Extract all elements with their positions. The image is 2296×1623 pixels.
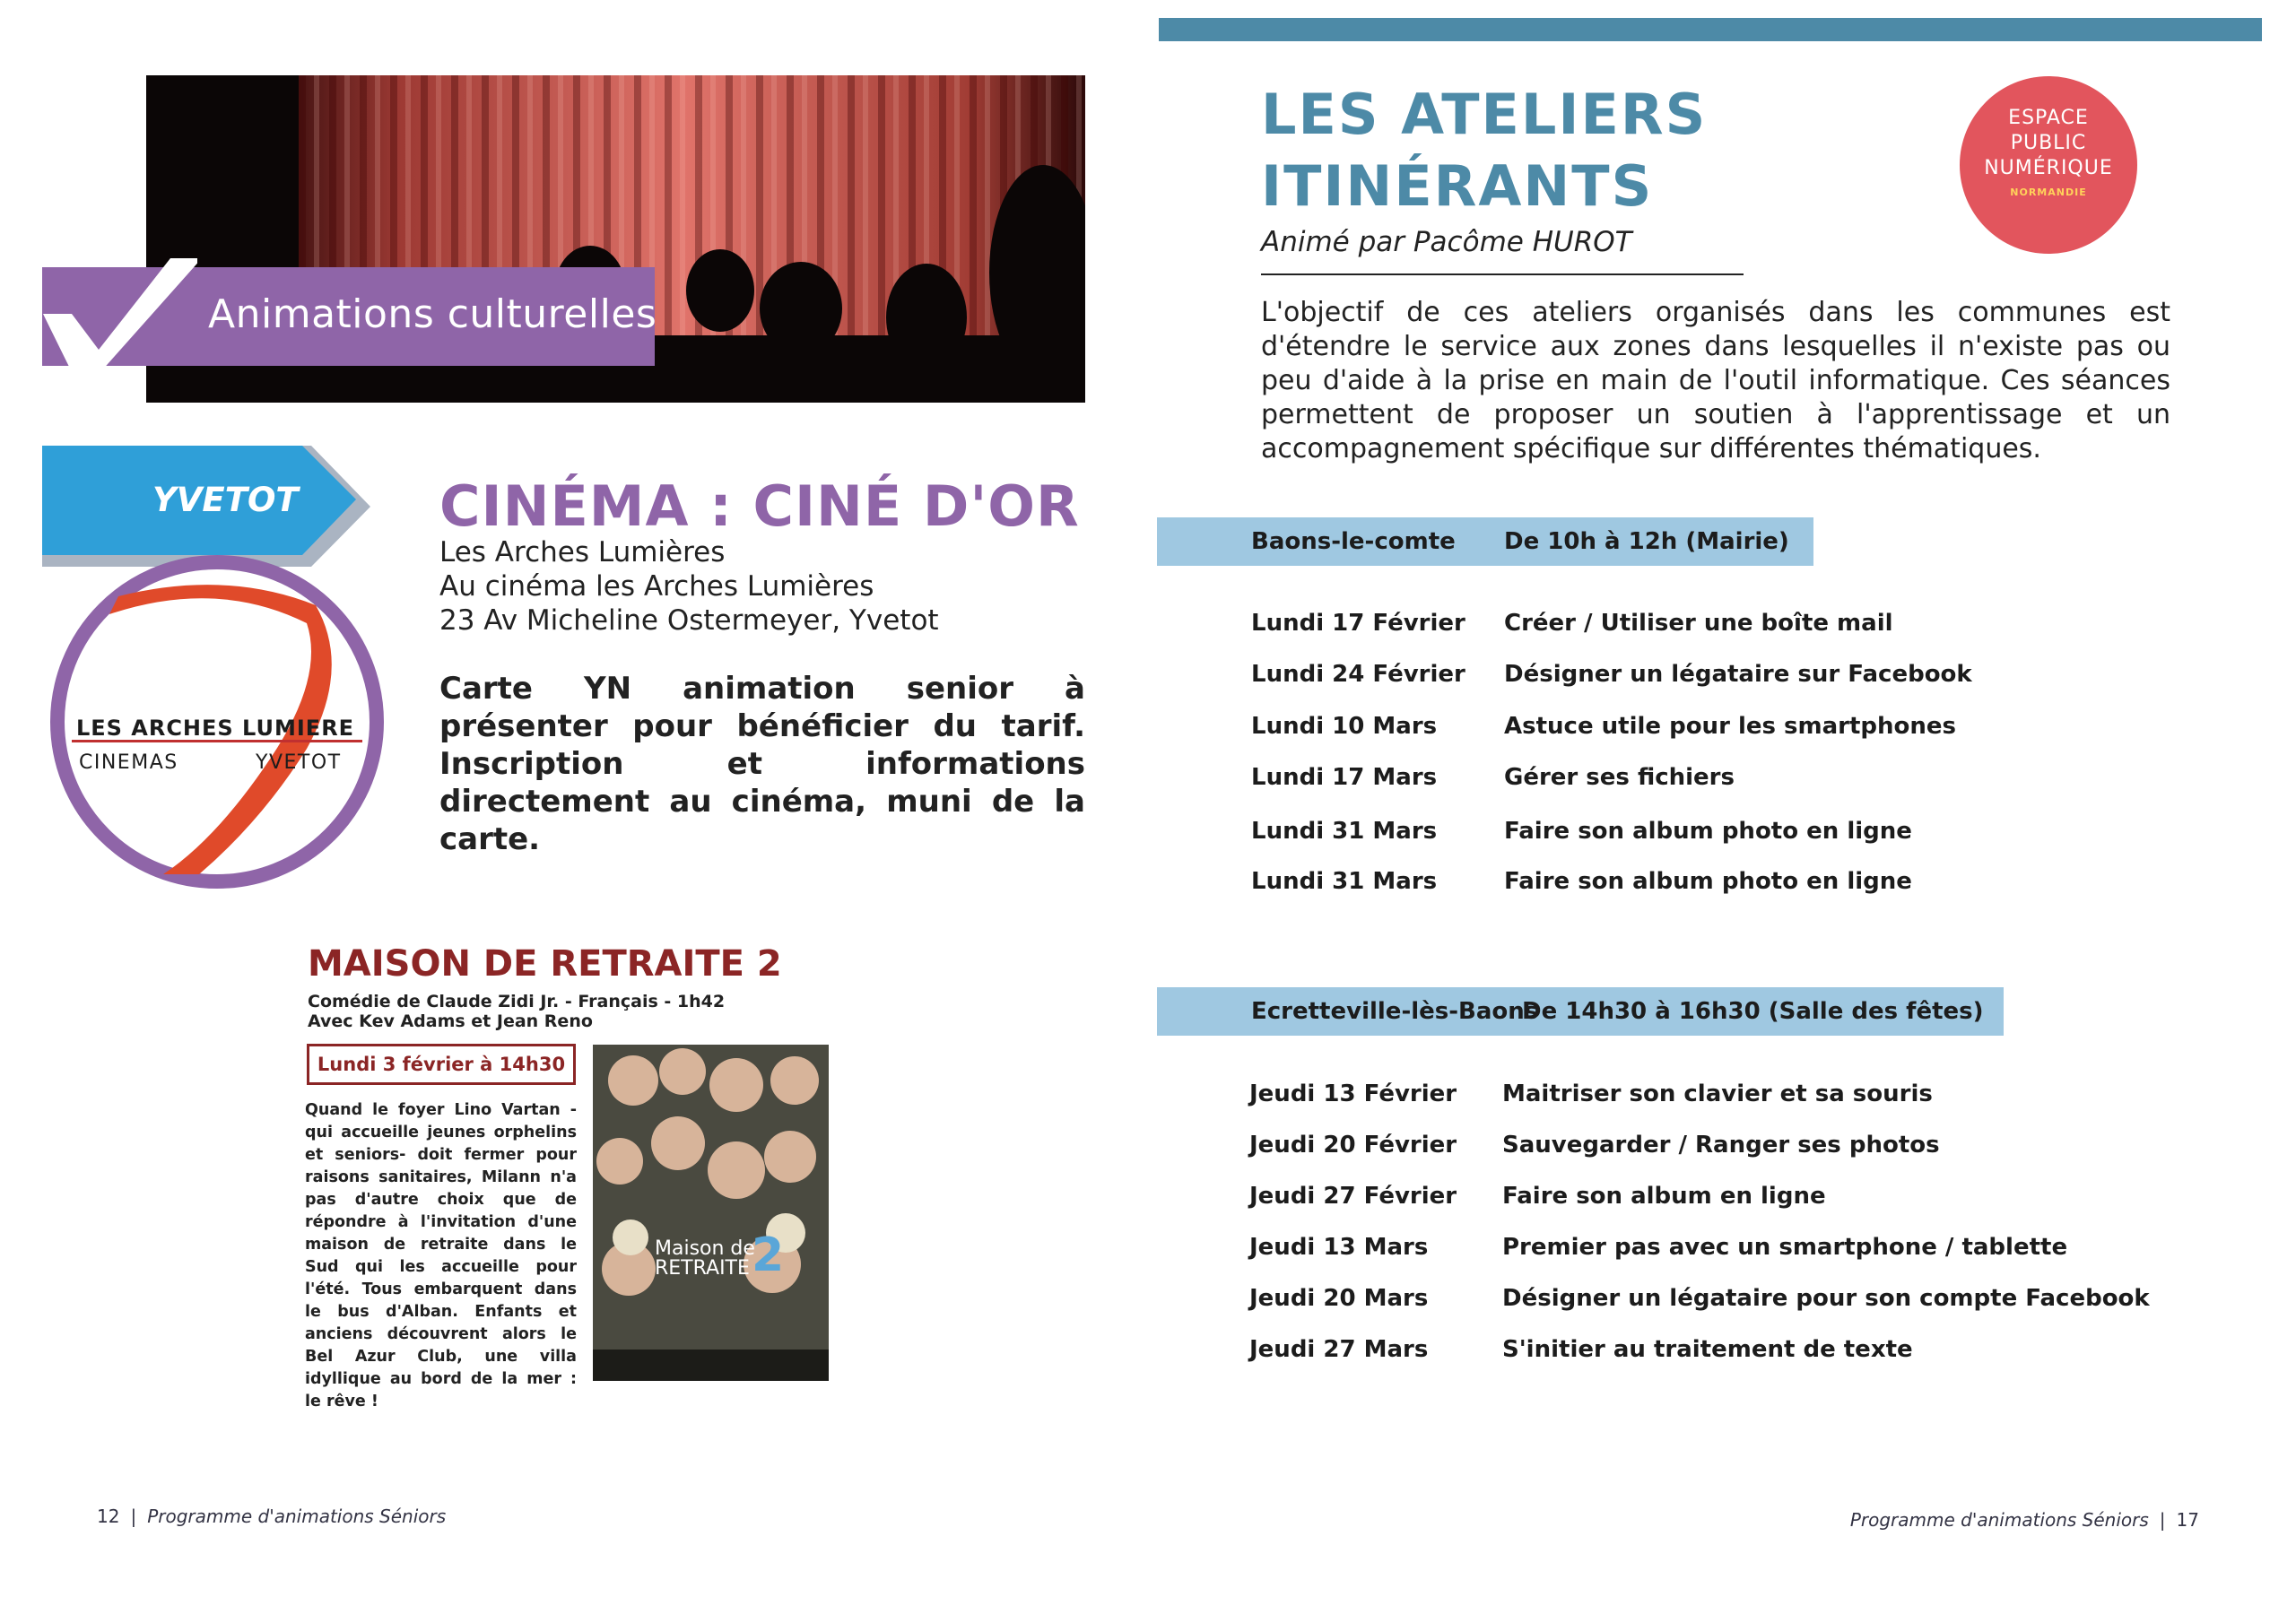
- schedule-topic: Sauvegarder / Ranger ses photos: [1502, 1132, 1940, 1159]
- schedule-topic: Gérer ses fichiers: [1504, 764, 1735, 791]
- schedule-topic: Premier pas avec un smartphone / tablette: [1502, 1234, 2068, 1261]
- page-number: 12: [97, 1506, 120, 1527]
- badge-label: [1960, 106, 2137, 181]
- footer-left: 12 | Programme d'animations Séniors: [97, 1506, 447, 1527]
- schedule-topic: Désigner un légataire sur Facebook: [1504, 661, 1972, 688]
- schedule-date: Lundi 31 Mars: [1251, 868, 1438, 895]
- film-date: Lundi 3 février à 14h30: [307, 1044, 576, 1085]
- schedule-topic: Faire son album en ligne: [1502, 1183, 1826, 1210]
- schedule-topic: Faire son album photo en ligne: [1504, 868, 1912, 895]
- section-title: Animations culturelles: [208, 291, 657, 337]
- schedule-hours: De 14h30 à 16h30 (Salle des fêtes): [1522, 998, 1984, 1025]
- schedule-date: Jeudi 13 Février: [1249, 1081, 1457, 1107]
- city-tag-label: YVETOT: [152, 481, 299, 519]
- film-poster: [593, 1045, 829, 1381]
- poster-title: [655, 1239, 755, 1279]
- header-bar: [1159, 18, 2262, 41]
- schedule-header: [1157, 987, 2004, 1036]
- cinema-title: CINÉMA : CINÉ D'OR: [439, 473, 1080, 539]
- address-line: Les Arches Lumières: [439, 536, 726, 568]
- schedule-date: Jeudi 20 Février: [1249, 1132, 1457, 1159]
- film-synopsis: Quand le foyer Lino Vartan - qui accueille jeunes orphelins et seniors- doit fermer pour raisons sanitaires, Milann n'a pas d'autre choix que de répondre à l'invitation d'une maison de retraite dans le Sud qui les accueille pour l'été. Tous embarquent dans le bus d'Alban. Enfants et anciens découvrent alors le Bel Azur Club, une villa idyllique au bord de la mer : le rêve !: [305, 1101, 577, 1410]
- schedule-topic: Créer / Utiliser une boîte mail: [1504, 610, 1893, 637]
- checkmark-icon: [36, 251, 197, 377]
- logo-word-cinemas: CINEMAS: [79, 751, 178, 774]
- divider: [1261, 273, 1744, 275]
- title-line1: LES ATELIERS: [1261, 82, 1708, 147]
- schedule-place: Baons-le-comte: [1251, 528, 1456, 555]
- page-number: 17: [2176, 1509, 2199, 1531]
- badge-line2: PUBLIC: [2010, 132, 2087, 154]
- page-title: [1261, 79, 1707, 222]
- schedule-date: Lundi 10 Mars: [1251, 713, 1438, 740]
- schedule-date: Jeudi 20 Mars: [1249, 1285, 1429, 1312]
- schedule-date: Lundi 24 Février: [1251, 661, 1465, 688]
- badge-sub: NORMANDIE: [2010, 187, 2087, 198]
- poster-title-line1: Maison de: [655, 1237, 755, 1260]
- badge-line3: NUMÉRIQUE: [1984, 157, 2113, 179]
- film-cast: Avec Kev Adams et Jean Reno: [308, 1011, 593, 1031]
- schedule-date: Jeudi 27 Mars: [1249, 1336, 1429, 1363]
- schedule-date: Jeudi 27 Février: [1249, 1183, 1457, 1210]
- schedule-date: Lundi 17 Février: [1251, 610, 1465, 637]
- film-meta: [308, 992, 725, 1031]
- poster-number: 2: [752, 1228, 785, 1282]
- schedule-header: [1157, 517, 1813, 566]
- schedule-topic: Maitriser son clavier et sa souris: [1502, 1081, 1933, 1107]
- poster-title-line2: RETRAITE: [655, 1257, 750, 1280]
- cinema-info: Carte YN animation senior à présenter pour bénéficier du tarif. Inscription et informations directement au cinéma, muni de la carte.: [439, 671, 1085, 857]
- footer-title: Programme d'animations Séniors: [147, 1506, 447, 1527]
- footer-title: Programme d'animations Séniors: [1849, 1509, 2149, 1531]
- schedule-date: Lundi 31 Mars: [1251, 818, 1438, 845]
- animator: Animé par Pacôme HUROT: [1261, 226, 1632, 258]
- logo-name: LES ARCHES LUMIERE: [75, 716, 355, 741]
- schedule-topic: Astuce utile pour les smartphones: [1504, 713, 1956, 740]
- film-credits: Comédie de Claude Zidi Jr. - Français - 1h42: [308, 992, 726, 1011]
- schedule-hours: De 10h à 12h (Mairie): [1504, 528, 1789, 555]
- address-line: 23 Av Micheline Ostermeyer, Yvetot: [439, 604, 939, 637]
- schedule-topic: S'initier au traitement de texte: [1502, 1336, 1913, 1363]
- address-line: Au cinéma les Arches Lumières: [439, 570, 874, 603]
- logo-word-city: YVETOT: [256, 751, 342, 774]
- footer-right: Programme d'animations Séniors | 17: [1849, 1509, 2199, 1531]
- film-title: MAISON DE RETRAITE 2: [308, 943, 782, 985]
- badge-line1: ESPACE: [2008, 107, 2089, 129]
- cinema-address: [439, 535, 939, 638]
- schedule-topic: Désigner un légataire pour son compte Facebook: [1502, 1285, 2150, 1312]
- schedule-place: Ecretteville-lès-Baons: [1251, 998, 1539, 1025]
- intro-paragraph: L'objectif de ces ateliers organisés dans les communes est d'étendre le service aux zones dans lesquelles il n'existe pas ou peu d'aide à la prise en main de l'outil informatique. Ces séances permettent de proposer un soutien à l'apprentissage et un accompagnement spécifique sur différentes thématiques.: [1261, 297, 2170, 464]
- schedule-date: Lundi 17 Mars: [1251, 764, 1438, 791]
- title-line2: ITINÉRANTS: [1261, 153, 1654, 219]
- schedule-date: Jeudi 13 Mars: [1249, 1234, 1429, 1261]
- schedule-topic: Faire son album photo en ligne: [1504, 818, 1912, 845]
